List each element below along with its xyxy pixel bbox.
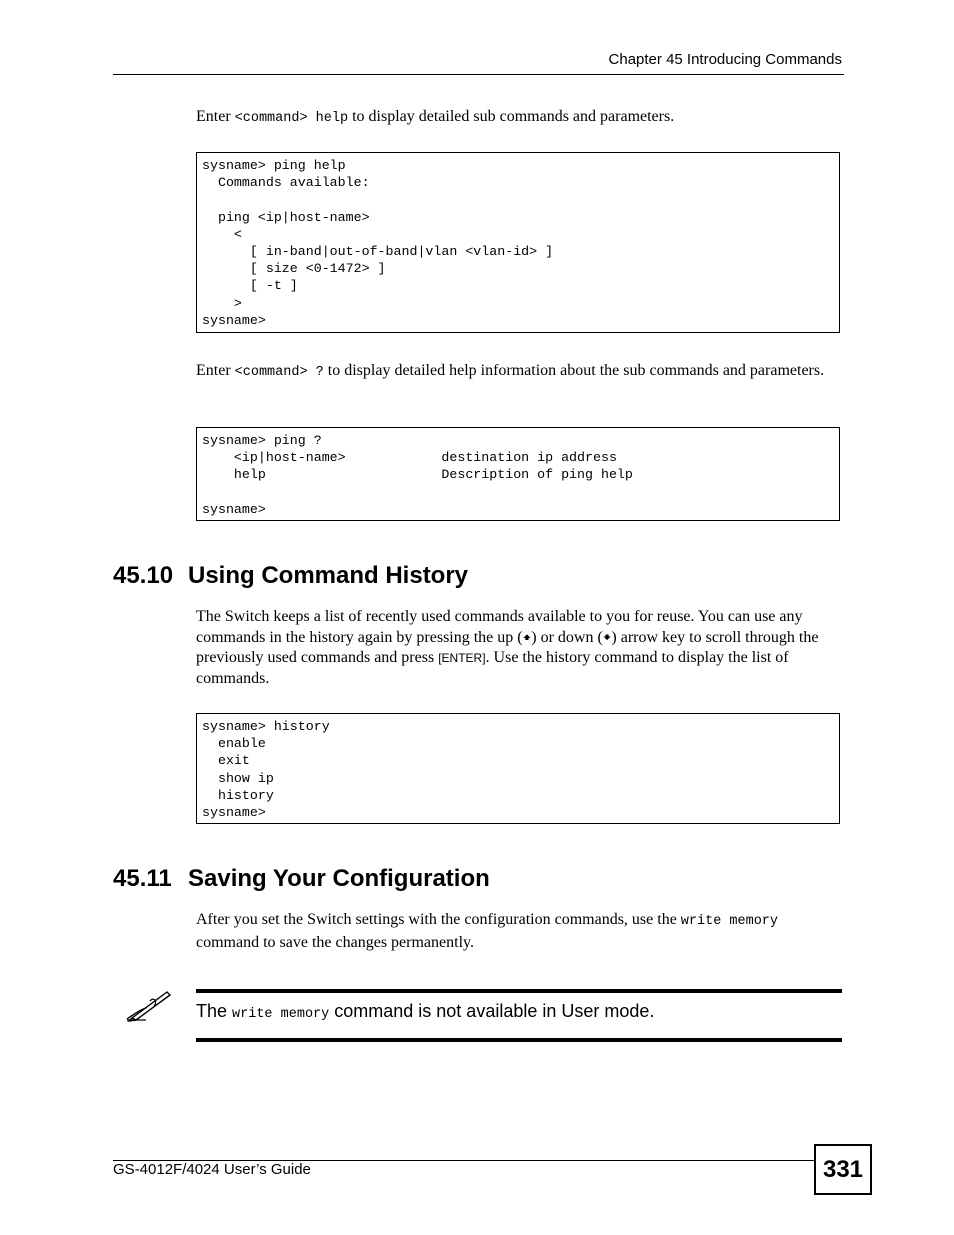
section-heading-save: [113, 865, 490, 893]
section-title: Using Command History: [188, 562, 469, 589]
note-bottom-rule: [196, 1038, 842, 1042]
page-number: 331: [814, 1144, 872, 1195]
history-text-3: ) arrow key to scroll through the previously used commands and press: [196, 628, 819, 666]
code-block-history: [196, 713, 840, 824]
enter-key-label: [ENTER]: [438, 651, 486, 665]
code-block-ping-help: [196, 152, 840, 333]
history-paragraph: [196, 607, 842, 689]
history-text-2: ) or down (: [531, 628, 603, 646]
section-heading-history: [113, 562, 468, 590]
save-text-1: After you set the Switch settings with the configuration commands, use the: [196, 911, 681, 928]
note-top-rule: [196, 989, 842, 993]
code-block-ping-question: [196, 427, 840, 521]
help-paragraph: [196, 107, 842, 130]
code-ping-question: sysname> ping ? <ip|host-name> destination ip address help Description of ping help sysname>: [202, 433, 633, 517]
question-command-code: <command> ?: [234, 365, 324, 380]
help-suffix: to display detailed sub commands and parameters.: [348, 108, 675, 125]
section-title: Saving Your Configuration: [188, 865, 490, 892]
code-history: sysname> history enable exit show ip history sysname>: [202, 719, 330, 821]
question-paragraph: [196, 361, 842, 384]
note-pencil-icon: [124, 986, 174, 1027]
help-command-code: <command> help: [234, 111, 349, 126]
note-prefix: The: [196, 1001, 233, 1021]
code-ping-help: sysname> ping help Commands available: ping <ip|host-name> < [ in-band|out-of-band|vlan <vlan-id> ] [ size <0-1472> ] [ -t ] > sysname>: [202, 158, 554, 328]
question-prefix: Enter: [196, 362, 235, 379]
write-memory-code: write memory: [680, 914, 779, 929]
chapter-header: Chapter 45 Introducing Commands: [608, 51, 842, 68]
save-text-2: command to save the changes permanently.: [196, 933, 474, 951]
section-number: 45.11: [113, 865, 172, 892]
history-text-1: The Switch keeps a list of recently used commands available to you for reuse. You can use any commands in the history again by pressing the up (: [196, 608, 803, 646]
section-number: 45.10: [113, 562, 174, 589]
note-text: [196, 1001, 654, 1022]
up-arrow-icon: 🠹: [522, 629, 532, 646]
down-arrow-icon: 🠻: [602, 629, 612, 646]
note-suffix: command is not available in User mode.: [329, 1001, 655, 1021]
guide-title: GS-4012F/4024 User’s Guide: [113, 1161, 311, 1178]
note-command-code: write memory: [232, 1007, 330, 1022]
header-divider: [113, 74, 844, 75]
save-paragraph: [196, 910, 842, 953]
question-suffix: to display detailed help information about the sub commands and parameters.: [323, 362, 825, 379]
history-text-4: . Use the history command to display the list of commands.: [196, 649, 789, 687]
help-prefix: Enter: [196, 108, 235, 125]
